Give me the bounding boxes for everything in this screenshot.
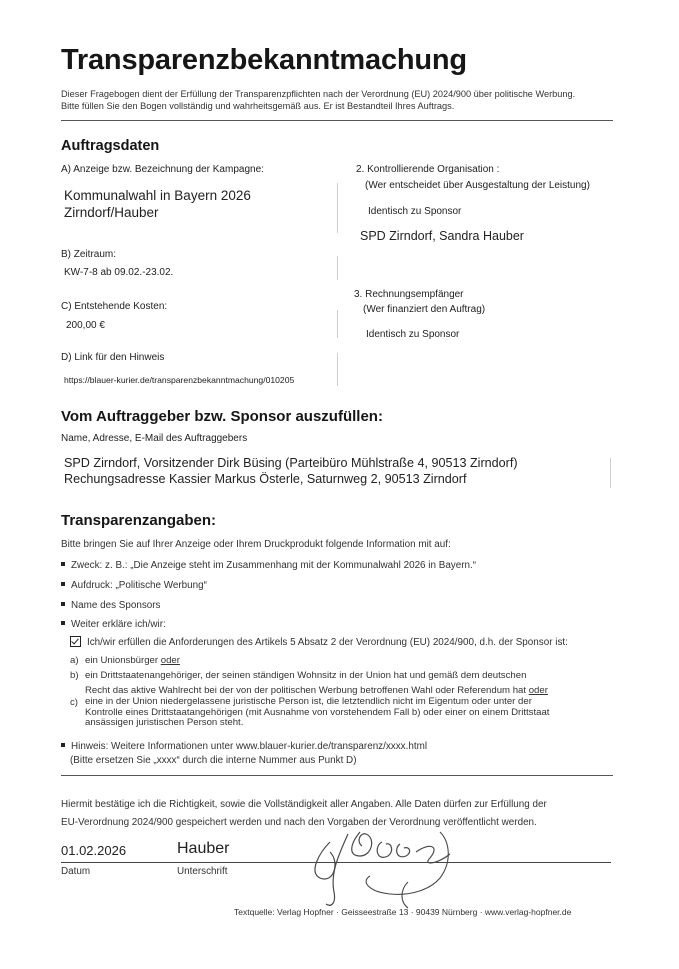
bullet-sponsor-name [61, 600, 160, 611]
org-identisch[interactable]: Identisch zu Sponsor [368, 206, 462, 217]
bullet-weiter [61, 619, 166, 630]
declaration-row [70, 637, 568, 648]
bullet-zweck [61, 560, 476, 571]
hinweis-note: (Bitte ersetzen Sie „xxxx“ durch die interne Nummer aus Punkt D) [70, 755, 357, 766]
column-divider-1 [337, 183, 338, 233]
item-b-oder: oder [528, 684, 548, 696]
column-divider-2 [337, 256, 338, 280]
item-b [70, 670, 548, 696]
zeitraum-value[interactable]: KW-7-8 ab 09.02.-23.02. [64, 267, 174, 278]
campaign-value[interactable] [64, 187, 251, 221]
item-a [70, 655, 180, 667]
sponsor-heading: Vom Auftraggeber bzw. Sponsor auszufüllen: [61, 408, 383, 425]
bullet-aufdruck [61, 580, 207, 591]
bullet-dot [61, 582, 65, 586]
column-divider-4 [337, 353, 338, 386]
transparenz-heading: Transparenzangaben: [61, 512, 217, 529]
confirm-line-1: Hiermit bestätige ich die Richtigkeit, sowie die Vollständigkeit aller Angaben. Alle Daten dürfen zur Erfüllung der [61, 799, 547, 810]
sponsor-box-edge [610, 458, 611, 488]
kosten-value[interactable]: 200,00 € [66, 320, 105, 331]
date-label: Datum [61, 866, 91, 877]
intro-line-1: Dieser Fragebogen dient der Erfüllung der Transparenzpflichten nach der Verordnung (EU) 2024/900 über politische Werbung. [61, 89, 576, 99]
item-a-prefix: a) [70, 655, 79, 666]
bullet-weiter-text: Weiter erkläre ich/wir: [71, 619, 166, 630]
item-b-line-2: Recht das aktive Wahlrecht bei der von der politischen Werbung betroffenen Wahl oder Referendum hat [85, 684, 529, 696]
bullet-dot [61, 621, 65, 625]
bullet-aufdruck-text: Aufdruck: „Politische Werbung“ [71, 580, 207, 591]
hinweis-text: Hinweis: Weitere Informationen unter www.blauer-kurier.de/transparenz/xxxx.html [71, 741, 428, 752]
zeitraum-label: B) Zeitraum: [61, 249, 117, 260]
item-c [70, 696, 550, 728]
rechnung-sub: (Wer finanziert den Auftrag) [363, 304, 486, 315]
bullet-zweck-text: Zweck: z. B.: „Die Anzeige steht im Zusammenhang mit der Kommunalwahl 2026 in Bayern.“ [71, 560, 477, 571]
item-c-prefix: c) [70, 697, 78, 708]
section-divider [61, 775, 613, 776]
auftragsdaten-heading: Auftragsdaten [61, 138, 160, 154]
item-c-line-1: eine in der Union niedergelassene juristische Person ist, die letztendlich nicht im Eigentum oder unter der [85, 696, 532, 707]
bullet-dot [61, 743, 65, 747]
bullet-dot [61, 602, 65, 606]
link-label: D) Link für den Hinweis [61, 352, 165, 363]
intro-line-2: Bitte füllen Sie den Bogen vollständig und wahrheitsgemäß aus. Er ist Bestandteil Ihres Auftrags. [61, 101, 455, 111]
item-a-text: ein Unionsbürger [85, 655, 161, 666]
confirm-line-2: EU-Verordnung 2024/900 gespeichert werden und nach den Vorgaben der Verordnung veröffentlicht werden. [61, 817, 537, 828]
org-label: 2. Kontrollierende Organisation : [356, 164, 500, 175]
sponsor-value-line-1: SPD Zirndorf, Vorsitzender Dirk Büsing (Parteibüro Mühlstraße 4, 90513 Zirndorf) [64, 456, 518, 470]
kosten-label: C) Entstehende Kosten: [61, 301, 168, 312]
date-value[interactable]: 01.02.2026 [61, 843, 127, 858]
item-a-oder: oder [160, 655, 180, 666]
footer-source: Textquelle: Verlag Hopfner · Geisseestraße 13 · 90439 Nürnberg · www.verlag-hopfner.de [234, 907, 572, 917]
declaration-checkbox[interactable] [70, 636, 81, 647]
rechnung-identisch[interactable]: Identisch zu Sponsor [366, 329, 460, 340]
bullet-hinweis [61, 741, 427, 752]
campaign-value-line-2: Zirndorf/Hauber [64, 205, 159, 220]
sponsor-label: Name, Adresse, E-Mail des Auftraggebers [61, 433, 248, 444]
link-value[interactable]: https://blauer-kurier.de/transparenzbekanntmachung/010205 [64, 375, 295, 385]
item-b-line-1: ein Drittstaatenangehöriger, der seinen ständigen Wohnsitz in der Union hat und gemäß dem deutschen [85, 670, 527, 681]
bullet-sponsor-name-text: Name des Sponsors [71, 600, 161, 611]
campaign-label: A) Anzeige bzw. Bezeichnung der Kampagne: [61, 164, 264, 175]
header-divider [61, 120, 613, 121]
item-c-line-3: ansässigen juristischen Person steht. [85, 717, 244, 728]
column-divider-3 [337, 310, 338, 338]
sponsor-value[interactable] [64, 455, 518, 487]
signature-label: Unterschrift [177, 866, 228, 877]
org-value[interactable]: SPD Zirndorf, Sandra Hauber [360, 229, 524, 243]
sponsor-value-line-2: Rechungsadresse Kassier Markus Österle, Saturnweg 2, 90513 Zirndorf [64, 472, 467, 486]
campaign-value-line-1: Kommunalwahl in Bayern 2026 [64, 188, 251, 203]
declaration-text: Ich/wir erfüllen die Anforderungen des Artikels 5 Absatz 2 der Verordnung (EU) 2024/900, d.h. der Sponsor ist: [87, 637, 568, 649]
org-sub: (Wer entscheidet über Ausgestaltung der Leistung) [365, 180, 590, 191]
item-b-prefix: b) [70, 670, 79, 681]
rechnung-label: 3. Rechnungsempfänger [354, 289, 464, 300]
handwritten-signature [290, 812, 520, 912]
signer-name[interactable]: Hauber [177, 840, 230, 857]
item-c-line-2: Kontrolle eines Drittstaatangehörigen (mit Ausnahme von vorstehendem Fall b) oder einer on einem Drittstaat [85, 706, 550, 718]
bullet-dot [61, 562, 65, 566]
page-title: Transparenzbekanntmachung [61, 44, 467, 76]
transparenz-intro: Bitte bringen Sie auf Ihrer Anzeige oder Ihrem Druckprodukt folgende Information mit auf: [61, 539, 451, 550]
